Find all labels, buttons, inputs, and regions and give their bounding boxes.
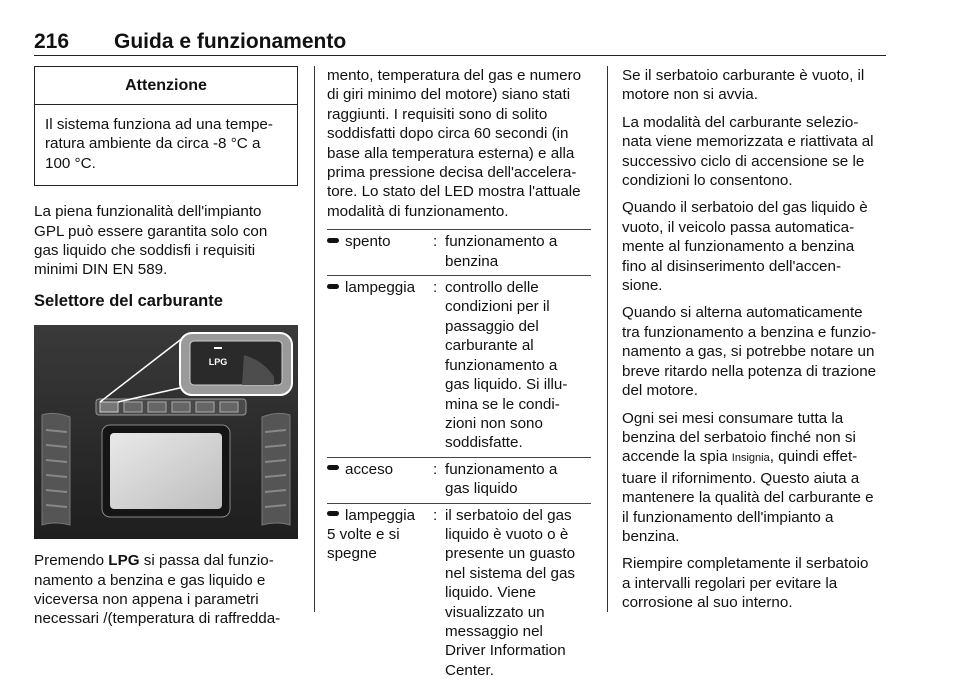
separator: :	[433, 506, 438, 524]
text-line: Quando il serbatoio del gas liquido è	[622, 199, 868, 217]
text-line: spento	[345, 233, 391, 251]
text-fragment: , quindi effet-	[769, 448, 858, 466]
text-fragment: Premendo	[34, 552, 109, 570]
text-line: minimi DIN EN 589.	[34, 261, 168, 279]
text-line: fino al disinserimento dell'accen-	[622, 257, 842, 275]
text-line: Se il serbatoio carburante è vuoto, il	[622, 67, 865, 84]
text-line: Riempire completamente il serbatoio	[622, 555, 869, 573]
text-fragment: si passa dal funzio-	[139, 552, 274, 570]
page-header	[34, 26, 886, 56]
text-line: La modalità del carburante selezio-	[622, 113, 859, 131]
led-description	[445, 278, 591, 453]
column-middle	[327, 66, 591, 684]
paragraph	[622, 303, 888, 400]
text-line: Il sistema funziona ad una tempe-	[45, 116, 273, 133]
led-state	[327, 232, 433, 271]
led-dash-icon	[327, 284, 339, 289]
text-line: mina se le condi-	[445, 395, 560, 413]
led-dash-icon	[327, 465, 339, 470]
text-line: breve ritardo nella potenza di trazione	[622, 362, 877, 380]
paragraph	[622, 554, 888, 612]
text-line: soddisfatte.	[445, 434, 523, 452]
warning-box	[34, 66, 298, 186]
text-line: gas liquido	[445, 480, 518, 498]
text-line: mente al funzionamento a benzina	[622, 238, 855, 256]
led-status-table	[327, 229, 591, 680]
text-line: zioni non sono	[445, 414, 543, 432]
text-fragment: accende la spia	[622, 448, 732, 466]
text-line: mento, temperatura del gas e numero	[327, 67, 582, 84]
column-left	[34, 66, 298, 637]
column-right	[622, 66, 888, 621]
text-line: sione.	[622, 277, 663, 295]
led-row-lampeggia	[327, 275, 591, 453]
led-dash-icon	[327, 238, 339, 243]
text-line: a intervalli regolari per evitare la	[622, 574, 838, 592]
led-description	[445, 460, 591, 499]
column-divider	[607, 66, 608, 612]
intro-paragraph	[34, 202, 298, 280]
text-line: tra funzionamento a benzina e funzio-	[622, 323, 877, 341]
led-dash-icon	[327, 511, 339, 516]
indicator-placeholder: Insignia	[731, 452, 770, 465]
text-line: lampeggia	[345, 506, 416, 524]
text-line: nel sistema del gas	[445, 564, 576, 582]
text-line: benzina del serbatoio finché non si	[622, 428, 856, 446]
text-line: condizioni per il	[445, 298, 550, 316]
led-description	[445, 232, 591, 271]
paragraph	[622, 113, 888, 191]
text-line: messaggio nel	[445, 622, 543, 640]
text-line: corrosione al suo interno.	[622, 594, 793, 612]
chapter-title: Guida e funzionamento	[114, 30, 347, 53]
text-line: liquido è vuoto o è	[445, 525, 569, 543]
text-line: gas liquido che soddisfi i requisiti	[34, 242, 256, 260]
warning-title: Attenzione	[35, 67, 297, 105]
text-line: 5 volte e si	[327, 525, 400, 543]
text-line: funzionamento a	[445, 460, 558, 478]
text-line: nata viene memorizzata e riattivata al	[622, 133, 874, 151]
text-line: motore non si avvia.	[622, 86, 758, 104]
text-line: funzionamento a	[445, 233, 558, 251]
text-line: del motore.	[622, 382, 698, 400]
led-state	[327, 278, 433, 453]
fuel-selector-figure	[34, 325, 298, 539]
led-description	[445, 506, 591, 681]
continuation-paragraph	[327, 66, 591, 221]
text-line: prima pressione decisa dell'accelera-	[327, 164, 577, 182]
led-state	[327, 506, 433, 681]
lpg-paragraph	[34, 551, 298, 629]
separator: :	[433, 460, 438, 478]
text-line: carburante al	[445, 337, 534, 355]
text-line: namento a benzina e gas liquido e	[34, 571, 266, 589]
text-line: lampeggia	[345, 279, 416, 297]
text-line: visualizzato un	[445, 603, 545, 621]
text-line: acceso	[345, 460, 394, 478]
text-line: gas liquido. Si illu-	[445, 376, 568, 394]
text-line: ratura ambiente da circa -8 °C a	[45, 135, 261, 153]
paragraph-spia	[622, 409, 888, 547]
dashboard-illustration	[34, 325, 298, 539]
led-row-acceso	[327, 457, 591, 499]
text-line: base alla temperatura esterna) e alla	[327, 144, 575, 162]
led-row-spento	[327, 229, 591, 271]
text-line: benzina.	[622, 527, 680, 545]
text-line: Ogni sei mesi consumare tutta la	[622, 409, 844, 427]
text-line: GPL può essere garantita solo con	[34, 222, 268, 240]
text-line: passaggio del	[445, 317, 539, 335]
text-line: tore. Lo stato del LED mostra l'attuale	[327, 183, 581, 201]
lpg-button-label: LPG	[208, 357, 228, 368]
text-line: successivo ciclo di accensione se le	[622, 152, 865, 170]
led-row-lampeggia-5-volte	[327, 503, 591, 681]
text-line: controllo delle	[445, 279, 539, 297]
column-divider	[314, 66, 315, 612]
text-line: liquido. Viene	[445, 584, 536, 602]
text-line: spegne	[327, 545, 377, 563]
paragraph	[622, 198, 888, 295]
text-line: tuare il rifornimento. Questo aiuta a	[622, 469, 860, 487]
text-line: mantenere la qualità del carburante e	[622, 489, 874, 507]
text-line: Driver Information	[445, 642, 566, 660]
text-line: funzionamento a	[445, 356, 558, 374]
lpg-keyword: LPG	[108, 552, 140, 570]
text-line: viceversa non appena i parametri	[34, 591, 259, 609]
text-line: vuoto, il veicolo passa automatica-	[622, 218, 855, 236]
separator: :	[433, 279, 438, 297]
page-number: 216	[34, 30, 70, 53]
paragraph	[622, 66, 888, 105]
section-title: Selettore del carburante	[34, 291, 223, 310]
text-line: necessari /(temperatura di raffredda-	[34, 610, 281, 628]
text-line: benzina	[445, 252, 499, 270]
text-line: di giri minimo del motore) siano stati	[327, 86, 571, 104]
warning-text	[35, 105, 297, 185]
text-line: presente un guasto	[445, 545, 576, 563]
text-line: namento a gas, si potrebbe notare un	[622, 343, 875, 361]
text-line: il serbatoio del gas	[445, 506, 572, 524]
text-line: soddisfatti dopo circa 60 secondi (in	[327, 125, 569, 143]
text-line: Center.	[445, 661, 494, 679]
text-line: raggiunti. I requisiti sono di solito	[327, 105, 548, 123]
text-line: La piena funzionalità dell'impianto	[34, 203, 262, 221]
text-line: condizioni lo consentono.	[622, 172, 793, 190]
text-line: il funzionamento dell'impianto a	[622, 508, 834, 526]
separator: :	[433, 233, 438, 251]
led-state	[327, 460, 433, 499]
text-line: modalità di funzionamento.	[327, 202, 509, 220]
text-line: Quando si alterna automaticamente	[622, 304, 863, 322]
text-line: 100 °C.	[45, 154, 96, 172]
